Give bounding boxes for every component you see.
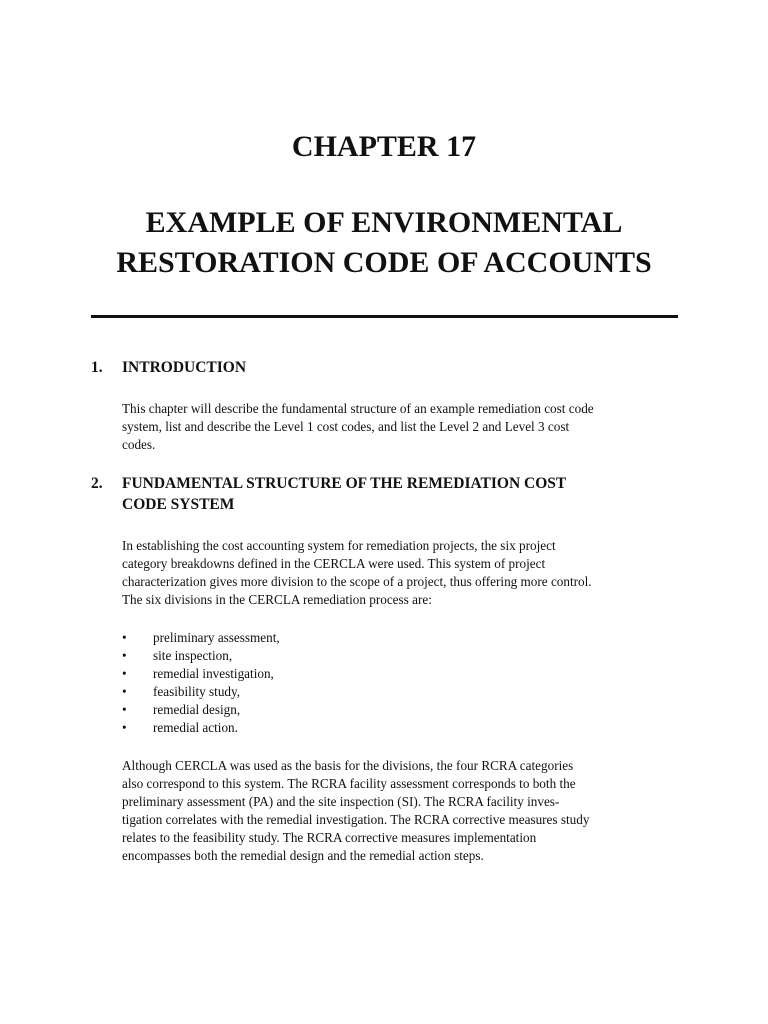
paragraph-line: This chapter will describe the fundamental structure of an example remediation cost code bbox=[122, 401, 594, 416]
chapter-title bbox=[0, 203, 768, 283]
bullet-icon: • bbox=[122, 666, 127, 681]
bullet-icon: • bbox=[122, 684, 127, 699]
list-item bbox=[122, 647, 280, 665]
paragraph-line: Although CERCLA was used as the basis for the divisions, the four RCRA categories bbox=[122, 758, 574, 773]
bullet-icon: • bbox=[122, 648, 127, 663]
section-number: 2. bbox=[91, 475, 103, 492]
paragraph-line: encompasses both the remedial design and the remedial action steps. bbox=[122, 848, 484, 863]
list-item-text: feasibility study, bbox=[153, 684, 241, 699]
title-divider bbox=[91, 315, 678, 318]
paragraph-line: codes. bbox=[122, 437, 156, 452]
bullet-icon: • bbox=[122, 720, 127, 735]
list-item bbox=[122, 683, 280, 701]
paragraph-line: tigation correlates with the remedial investigation. The RCRA corrective measures study bbox=[122, 812, 590, 827]
list-item-text: remedial design, bbox=[153, 702, 241, 717]
chapter-title-line: RESTORATION CODE OF ACCOUNTS bbox=[116, 246, 652, 279]
paragraph-line: In establishing the cost accounting system for remediation projects, the six project bbox=[122, 538, 556, 553]
section-title-line: INTRODUCTION bbox=[122, 359, 247, 376]
paragraph-line: characterization gives more division to the scope of a project, thus offering more control. bbox=[122, 574, 592, 589]
list-item-text: site inspection, bbox=[153, 648, 233, 663]
list-item-text: remedial action. bbox=[153, 720, 238, 735]
intro-paragraph bbox=[122, 400, 692, 454]
paragraph-line: category breakdowns defined in the CERCLA were used. This system of project bbox=[122, 556, 546, 571]
chapter-heading: CHAPTER 17 bbox=[291, 130, 477, 163]
rcra-paragraph bbox=[122, 757, 692, 865]
chapter-title-line: EXAMPLE OF ENVIRONMENTAL bbox=[145, 206, 623, 239]
paragraph-line: system, list and describe the Level 1 cost codes, and list the Level 2 and Level 3 cost bbox=[122, 419, 570, 434]
list-item bbox=[122, 719, 280, 737]
paragraph-line: relates to the feasibility study. The RCRA corrective measures implementation bbox=[122, 830, 537, 845]
section-title-line: CODE SYSTEM bbox=[122, 496, 235, 513]
paragraph-line: preliminary assessment (PA) and the site inspection (SI). The RCRA facility inves- bbox=[122, 794, 560, 809]
section-title bbox=[122, 357, 662, 378]
structure-paragraph bbox=[122, 537, 692, 609]
list-item bbox=[122, 629, 280, 647]
list-item-text: remedial investigation, bbox=[153, 666, 274, 681]
bullet-icon: • bbox=[122, 702, 127, 717]
paragraph-line: also correspond to this system. The RCRA facility assessment corresponds to both the bbox=[122, 776, 576, 791]
paragraph-line: The six divisions in the CERCLA remediation process are: bbox=[122, 592, 432, 607]
cercla-divisions-list bbox=[122, 629, 280, 737]
section-number: 1. bbox=[91, 359, 103, 376]
list-item-text: preliminary assessment, bbox=[153, 630, 280, 645]
section-title-line: FUNDAMENTAL STRUCTURE OF THE REMEDIATION COST bbox=[122, 475, 567, 492]
bullet-icon: • bbox=[122, 630, 127, 645]
section-title bbox=[122, 473, 662, 515]
list-item bbox=[122, 665, 280, 683]
list-item bbox=[122, 701, 280, 719]
